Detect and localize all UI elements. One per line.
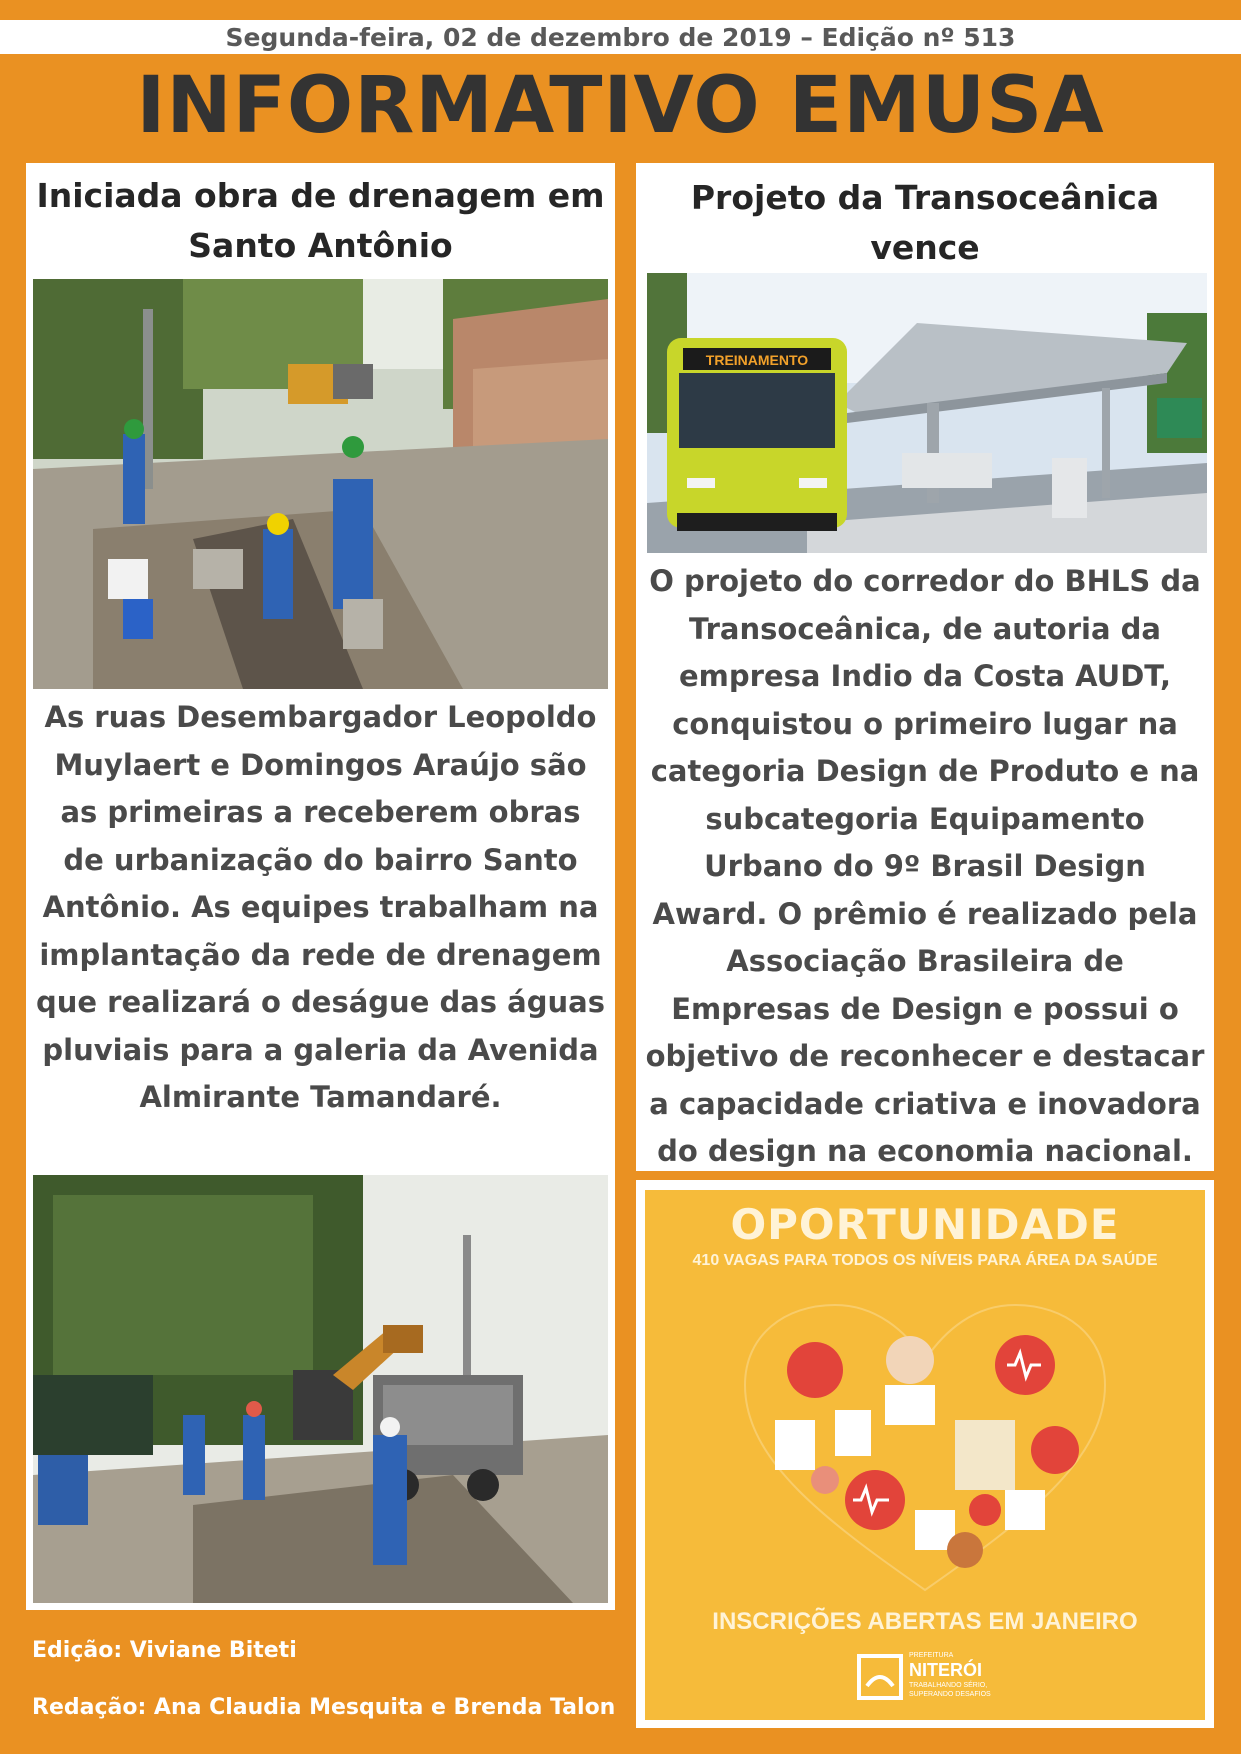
headline-line: Iniciada obra de drenagem em xyxy=(36,176,605,215)
ad-background xyxy=(645,1190,1205,1720)
article-drainage xyxy=(26,163,615,1610)
logo-niteroi: NITERÓI xyxy=(909,1660,983,1680)
job-opportunity-ad xyxy=(636,1180,1214,1728)
ad-title: OPORTUNIDADE xyxy=(730,1200,1120,1249)
masthead-title: INFORMATIVO EMUSA xyxy=(136,61,1105,151)
logo-prefeitura: PREFEITURA xyxy=(909,1652,954,1659)
article-transoceanica xyxy=(636,163,1214,1171)
niteroi-logo xyxy=(857,1648,1017,1710)
bus-station-photo xyxy=(647,273,1207,553)
ad-subtitle: 410 VAGAS PARA TODOS OS NÍVEIS PARA ÁREA DA SAÚDE xyxy=(692,1252,1158,1269)
dateline: Segunda-feira, 02 de dezembro de 2019 – Edição nº 513 xyxy=(0,20,1241,54)
logo-tagline-2: SUPERANDO DESAFIOS xyxy=(909,1691,991,1698)
bus-destination-sign: TREINAMENTO xyxy=(705,352,809,368)
article-transoceanica-body: O projeto do corredor do BHLS da Transoceânica, de autoria da empresa Indio da Costa AUDT, conquistou o primeiro lugar na categoria Design de Produto e na subcategoria Equipamento Urbano do 9º Brasil Design Award. O prêmio é realizado pela Associação Brasileira de Empresas de Design e possui o objetivo de reconhecer e destacar a capacidade criativa e inovadora do design na economia nacional. xyxy=(645,564,1205,1168)
construction-photo-excavator xyxy=(33,1175,608,1603)
medical-heart-icon xyxy=(735,1300,1115,1600)
construction-photo-trench xyxy=(33,279,608,689)
headline-line: Projeto da Transoceânica vence xyxy=(690,178,1160,267)
credit-writing: Redação: Ana Claudia Mesquita e Brenda Talon xyxy=(32,1695,616,1720)
headline-line: Santo Antônio xyxy=(188,226,453,265)
article-drainage-body: As ruas Desembargador Leopoldo Muylaert e Domingos Araújo são as primeiras a receberem obras de urbanização do bairro Santo Antônio. As equipes trabalham na implantação da rede de drenagem que realizará o deságue das águas pluviais para a galeria da Avenida Almirante Tamandaré. xyxy=(36,700,605,1114)
credit-edition: Edição: Viviane Biteti xyxy=(32,1638,297,1663)
logo-tagline-1: TRABALHANDO SÉRIO, xyxy=(909,1682,988,1689)
article-drainage-headline xyxy=(26,171,615,271)
ad-footer: INSCRIÇÕES ABERTAS EM JANEIRO xyxy=(712,1608,1138,1635)
niteroi-logo-icon xyxy=(857,1654,903,1700)
